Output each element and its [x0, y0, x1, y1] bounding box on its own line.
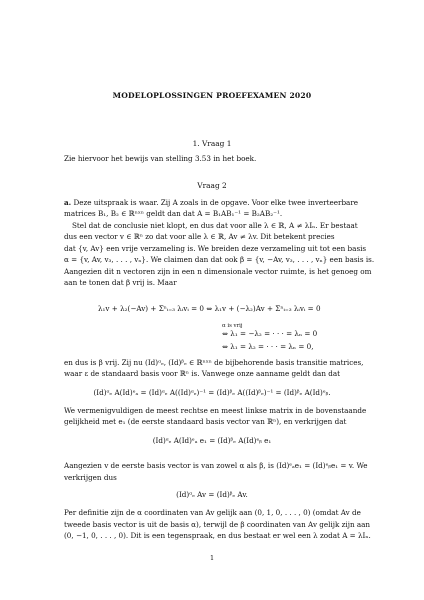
equation-1-line-2: ⇔ λ₁ = −λ₂ = · · · = λₙ = 0 [222, 329, 318, 338]
para1-line-1 [64, 198, 364, 207]
equation-4: (Id)ᵅₑ Av = (Id)ᵝₑ Av. [176, 490, 248, 499]
para1-line-1-text: Deze uitspraak is waar. Zij A zoals in de opgave. Voor elke twee inverteerbare [71, 198, 359, 207]
equation-1-annotation: α is vrij [222, 323, 243, 329]
equation-2: (Id)ᵅₑ A(Id)ᵉₐ = (Id)ᵅₑ A((Id)ᵅₑ)⁻¹ = (Id)ᵝₑ A((Id)ᵝₑ)⁻¹ = (Id)ᵝₑ A(Id)ᵉᵦ. [93, 388, 331, 397]
para5-line-1: Aangezien v de eerste basis vector is van zowel α als β, is (Id)ᵉₐe₁ = (Id)ᵉᵦe₁ = v. We [64, 461, 368, 470]
para2-line-5: Aangezien dit n vectoren zijn in een n dimensionale vector ruimte, is het genoeg om [64, 267, 372, 276]
page-number: 1 [209, 554, 215, 562]
equation-1-line-3: ⇔ λ₁ = λ₂ = · · · = λₙ = 0, [222, 342, 314, 351]
para5-line-2: verkrijgen dus [64, 473, 117, 482]
para1-line-2: matrices B₁, B₂ ∈ ℝⁿˣⁿ geldt dan dat A = B₁AB₁⁻¹ = B₂AB₂⁻¹. [64, 209, 283, 218]
part-label: a. [64, 198, 72, 207]
para6-line-1: Per definitie zijn de α coordinaten van Av gelijk aan (0, 1, 0, . . . , 0) (omdat Av de [64, 508, 361, 517]
para6-line-2: tweede basis vector is uit de basis α), terwijl de β coordinaten van Av gelijk zijn aan [64, 520, 371, 529]
para2-line-4: α = {v, Av, v₃, . . . , vₙ}. We claimen dan dat ook β = {v, −Av, v₃, . . . , vₙ} een basis is. [64, 255, 375, 264]
para3-line-1: en dus is β vrij. Zij nu (Id)ᵅₑ, (Id)ᵝₑ ∈ ℝⁿˣⁿ de bijbehorende basis transitie matrices, [64, 358, 364, 367]
para2-line-1: Stel dat de conclusie niet klopt, en dus dat voor alle λ ∈ ℝ, A ≠ λIₙ. Er bestaat [72, 221, 358, 230]
section-1-text: Zie hiervoor het bewijs van stelling 3.53 in het boek. [64, 154, 257, 163]
document-title: MODELOPLOSSINGEN PROEFEXAMEN 2020 [112, 91, 312, 100]
section-1-heading: 1. Vraag 1 [192, 139, 232, 148]
para2-line-6: aan te tonen dat β vrij is. Maar [64, 278, 177, 287]
equation-1-line-1: λ₁v + λ₂(−Av) + Σⁿᵢ₌₃ λᵢvᵢ = 0 ⇔ λ₁v + (−λ₂)Av + Σⁿᵢ₌₃ λᵢvᵢ = 0 [98, 304, 321, 313]
para4-line-2: gelijkheid met e₁ (de eerste standaard basis vector van ℝⁿ), en verkrijgen dat [64, 417, 347, 426]
para2-line-2: dus een vector v ∈ ℝⁿ zo dat voor alle λ ∈ ℝ, Av ≠ λv. Dit betekent precies [64, 232, 335, 241]
para3-line-2: waar ε de standaard basis voor ℝⁿ is. Vanwege onze aanname geldt dan dat [64, 369, 341, 378]
para4-line-1: We vermenigvuldigen de meest rechtse en meest linkse matrix in de bovenstaande [64, 406, 367, 415]
para2-line-3: dat {v, Av} een vrije verzameling is. We breiden deze verzameling uit tot een basis [64, 244, 367, 253]
section-2-heading: Vraag 2 [197, 181, 227, 190]
equation-3: (Id)ᵅₑ A(Id)ᵉₐ e₁ = (Id)ᵝₑ A(Id)ᵉᵦ e₁ [152, 436, 272, 445]
para6-line-3: (0, −1, 0, . . . , 0). Dit is een tegenspraak, en dus bestaat er wel een λ zodat A = λIₙ. [64, 531, 371, 540]
